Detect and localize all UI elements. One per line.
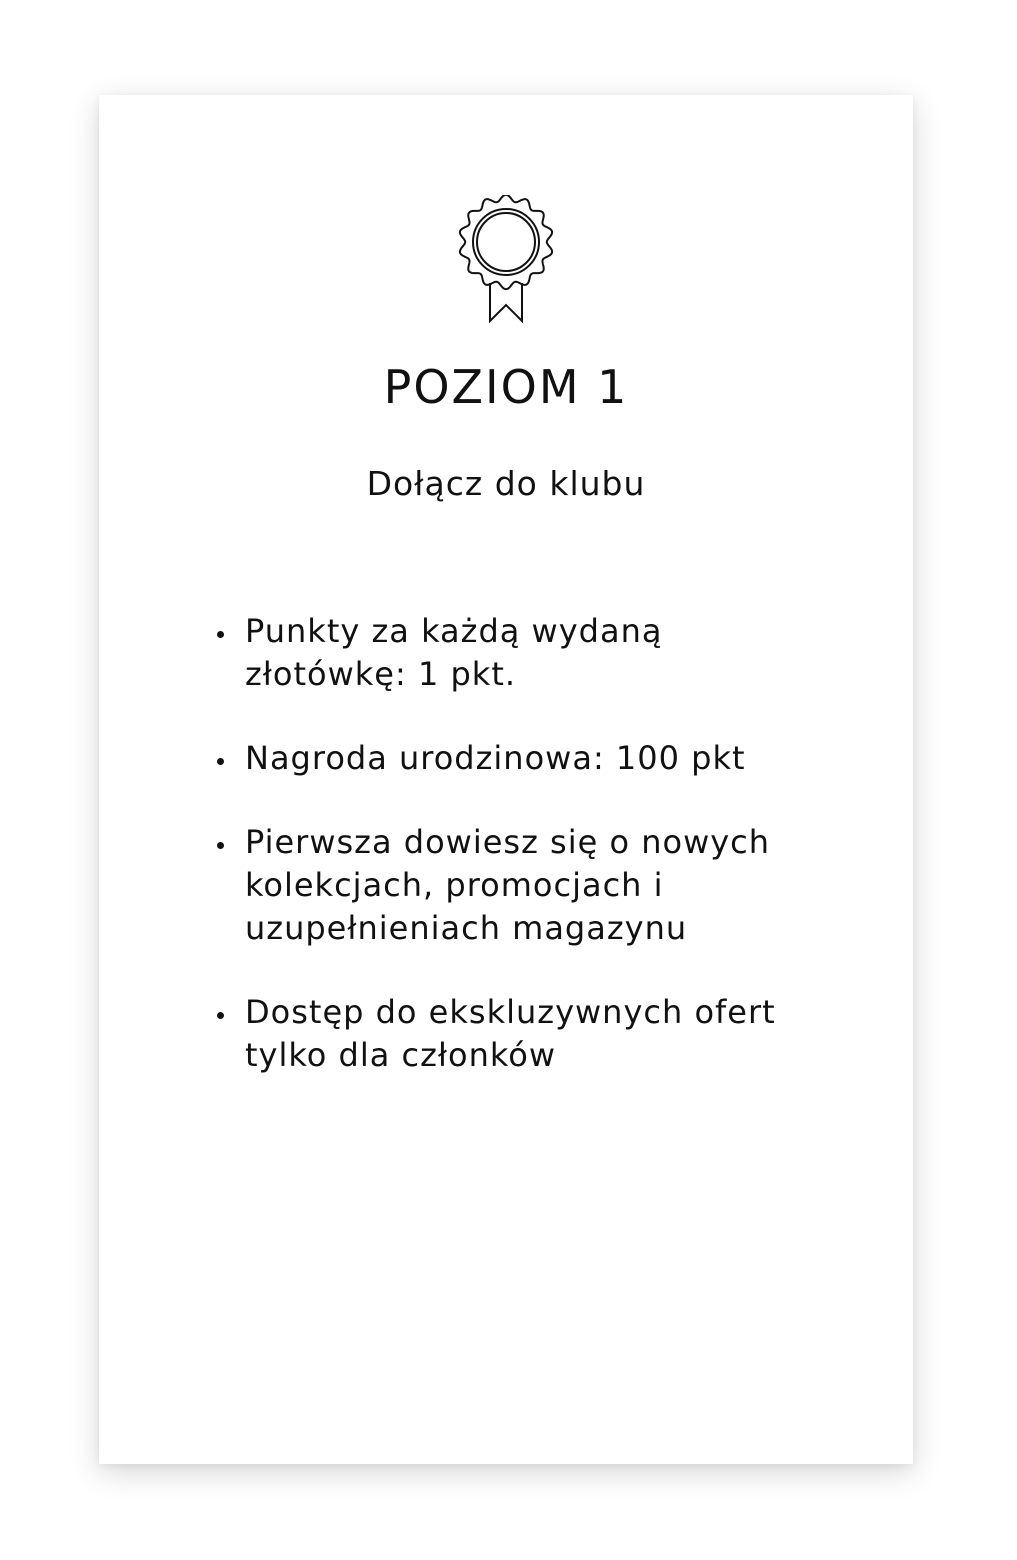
award-rosette-icon — [456, 195, 556, 325]
loyalty-level-card — [99, 95, 913, 1464]
benefits-list — [216, 610, 816, 1118]
benefit-item: Pierwsza dowiesz się o nowych kolekcjach, promocjach i uzupełnieniach magazynu — [216, 821, 816, 950]
level-subtitle: Dołącz do klubu — [366, 464, 646, 503]
level-title: POZIOM 1 — [383, 360, 629, 414]
benefit-item: Dostęp do ekskluzywnych ofert tylko dla członków — [216, 991, 816, 1077]
benefit-item: Nagroda urodzinowa: 100 pkt — [216, 737, 816, 780]
benefit-item: Punkty za każdą wydaną złotówkę: 1 pkt. — [216, 610, 816, 696]
